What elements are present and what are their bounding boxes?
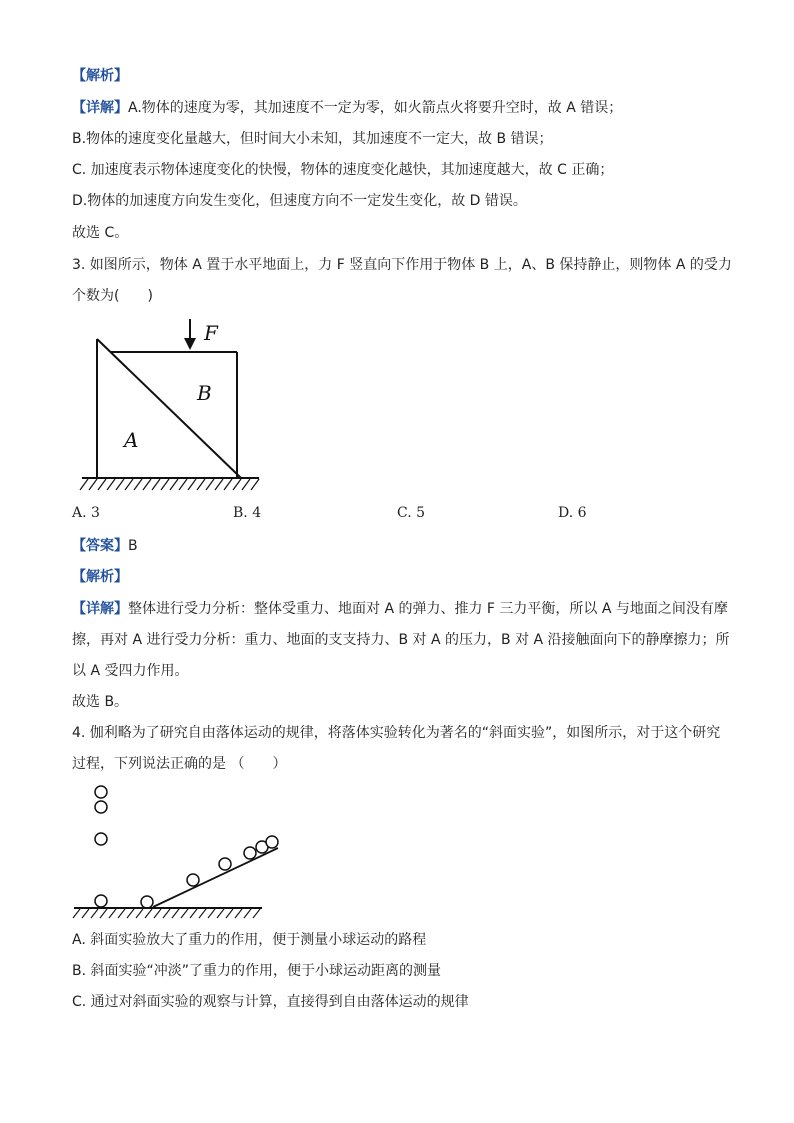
conclusion-q3: 故选 B。 [72,694,129,710]
force-label: F [204,321,218,345]
q3-detail-text: 整体进行受力分析：整体受重力、地面对 A 的弹力、推力 F 三力平衡，所以 A 与地面之间没有摩 [128,601,728,617]
q3-answer: B [128,538,138,554]
q4-stem-line1: 4. 伽利略为了研究自由落体运动的规律，将落体实验转化为著名的“斜面实验”，如图所示，对于这个研究 [72,725,721,741]
q3-stem-line2: 个数为( ) [72,288,153,304]
q3-stem-line1: 3. 如图所示，物体 A 置于水平地面上，力 F 竖直向下作用于物体 B 上，A、B 保持静止，则物体 A 的受力 [72,257,732,273]
q3-option-c[interactable]: C. 5 [397,505,426,521]
q3-option-a[interactable]: A. 3 [72,505,100,521]
answer-tag: 【答案】 [72,538,128,554]
block-b-label: B [197,381,212,405]
q4-option-c[interactable]: C. 通过对斜面实验的观察与计算，直接得到自由落体运动的规律 [72,994,469,1010]
detail-line-c: C. 加速度表示物体速度变化的快慢，物体的速度变化越快，其加速度越大，故 C 正确； [72,162,614,178]
q4-option-a[interactable]: A. 斜面实验放大了重力的作用，便于测量小球运动的路程 [72,932,427,948]
q3-detail-line3: 以 A 受四力作用。 [72,663,189,679]
q4-stem-line2: 过程，下列说法正确的是 （ ） [72,756,287,772]
q3-option-d[interactable]: D. 6 [558,505,587,521]
q3-detail-tag: 【详解】 [72,601,128,617]
detail-line-d: D.物体的加速度方向发生变化，但速度方向不一定发生变化，故 D 错误。 [72,193,527,209]
q3-analysis-heading: 【解析】 [72,569,128,585]
detail-line-b: B.物体的速度变化量越大，但时间大小未知，其加速度不一定大，故 B 错误； [72,131,553,147]
q3-detail-line2: 擦，再对 A 进行受力分析：重力、地面的支支持力、B 对 A 的压力，B 对 A 沿接触面向下的静摩擦力；所 [72,632,730,648]
detail-tag: 【详解】 [72,100,128,116]
analysis-heading: 【解析】 [72,68,128,84]
block-a-label: A [124,428,139,452]
conclusion-q2: 故选 C。 [72,225,129,241]
q4-option-b[interactable]: B. 斜面实验“冲淡”了重力的作用，便于小球运动距离的测量 [72,963,442,979]
detail-text: A.物体的速度为零，其加速度不一定为零，如火箭点火将要升空时，故 A 错误； [128,100,623,116]
q3-option-b[interactable]: B. 4 [233,505,262,521]
